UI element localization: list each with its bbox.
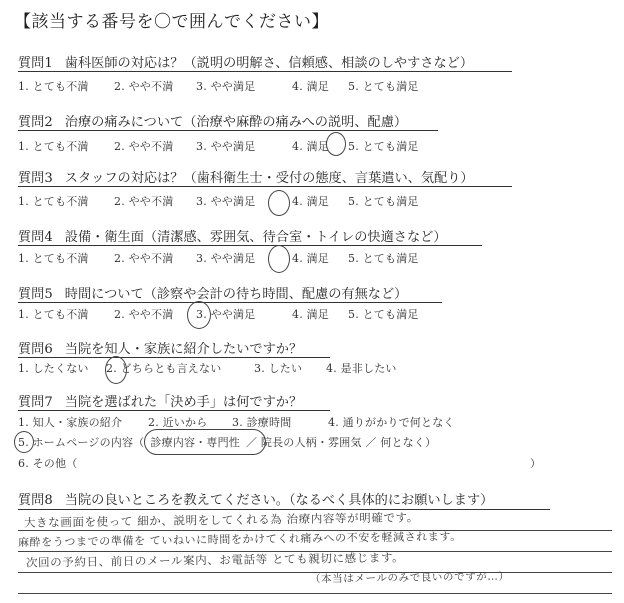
- option-1[interactable]: 1. したくない: [18, 362, 89, 375]
- question-underline: [18, 357, 330, 358]
- option-3[interactable]: 3. したい: [254, 362, 303, 375]
- option-4[interactable]: 4. 満足: [292, 252, 329, 265]
- question-number: 質問5: [18, 287, 53, 302]
- question-8: [18, 489, 618, 508]
- question-1: [18, 52, 518, 71]
- option-5-sub-rest[interactable]: ／ 院長の人柄・雰囲気 ／ 何となく）: [245, 436, 437, 449]
- question-3: [18, 167, 518, 186]
- question-text: 歯科医師の対応は？（説明の明解さ、信頼感、相談のしやすさなど）: [64, 56, 474, 71]
- handwritten-answer-line: 麻酔をうつまでの準備を ていねいに時間をかけてくれ痛みへの不安を軽減されます。: [17, 529, 462, 550]
- option-4[interactable]: 4. 満足: [292, 80, 329, 93]
- option-1[interactable]: 1. とても不満: [18, 80, 89, 93]
- options-2: [18, 138, 419, 154]
- option-5[interactable]: 5. とても満足: [348, 252, 419, 265]
- option-5[interactable]: 5. とても満足: [348, 195, 419, 208]
- option-5-sub-content[interactable]: 診療内容・専門性: [150, 436, 240, 449]
- handwritten-answer-line: 次回の予約日、前日のメール案内、お電話等 とても親切に感じます。: [25, 550, 405, 570]
- options-6: [18, 360, 397, 376]
- option-4[interactable]: 4. 是非したい: [326, 362, 397, 375]
- question-text: 設備・衛生面（清潔感、雰囲気、待合室・トイレの快適さなど）: [64, 230, 447, 245]
- question-text: 当院を知人・家族に紹介したいですか？: [64, 342, 303, 357]
- options-7: [18, 414, 455, 430]
- option-4[interactable]: 4. 満足: [292, 195, 329, 208]
- option-3[interactable]: 3. やや満足: [196, 308, 256, 321]
- option-5[interactable]: 5. とても満足: [348, 140, 419, 153]
- options-7-line3: [18, 455, 542, 471]
- options-4: [18, 250, 419, 266]
- option-3[interactable]: 3. やや満足: [196, 195, 256, 208]
- option-4[interactable]: 4. 満足: [292, 308, 329, 321]
- option-2[interactable]: 2. やや不満: [114, 252, 174, 265]
- question-number: 質問1: [18, 56, 53, 71]
- option-6[interactable]: 6. その他（: [18, 457, 78, 470]
- options-1: [18, 78, 419, 94]
- option-1[interactable]: 1. とても不満: [18, 195, 89, 208]
- option-6-close: ）: [530, 457, 542, 470]
- options-7-line2: [18, 434, 436, 450]
- question-underline: [18, 245, 482, 246]
- question-text: 時間について（診察や会計の待ち時間、配慮の有無など）: [64, 287, 408, 302]
- option-2[interactable]: 2. やや不満: [114, 80, 174, 93]
- option-2[interactable]: 2. どちらとも言えない: [106, 362, 222, 375]
- question-underline: [18, 71, 512, 72]
- option-3[interactable]: 3. やや満足: [196, 80, 256, 93]
- question-text: 当院を選ばれた「決め手」は何ですか？: [64, 395, 303, 410]
- question-2: [18, 111, 518, 130]
- question-text: 当院の良いところを教えてください。（なるべく具体的にお願いします）: [64, 493, 494, 508]
- option-5[interactable]: 5. ホームページの内容（: [18, 436, 145, 449]
- page-title: 【該当する番号を〇で囲んでください】: [14, 12, 329, 32]
- question-number: 質問2: [18, 115, 53, 130]
- question-7: [18, 391, 518, 410]
- option-3[interactable]: 3. 診療時間: [232, 416, 292, 429]
- option-2[interactable]: 2. やや不満: [114, 195, 174, 208]
- option-4[interactable]: 4. 満足: [292, 140, 329, 153]
- question-number: 質問3: [18, 171, 53, 186]
- option-5[interactable]: 5. とても満足: [348, 80, 419, 93]
- question-underline: [18, 186, 512, 187]
- question-number: 質問6: [18, 342, 53, 357]
- question-underline: [18, 302, 442, 303]
- handwritten-answer-note: （本当はメールのみで良いのですが…）: [309, 570, 510, 586]
- question-4: [18, 226, 518, 245]
- option-4[interactable]: 4. 通りがかりで何となく: [328, 416, 455, 429]
- option-1[interactable]: 1. とても不満: [18, 140, 89, 153]
- handwritten-answer-line: 大きな画面を使って 細か、説明をしてくれる為 治療内容等が明確です。: [23, 510, 419, 530]
- option-2[interactable]: 2. やや不満: [114, 308, 174, 321]
- option-2[interactable]: 2. 近いから: [148, 416, 208, 429]
- question-5: [18, 283, 518, 302]
- option-1[interactable]: 1. とても不満: [18, 308, 89, 321]
- question-text: スタッフの対応は？（歯科衛生士・受付の態度、言葉遣い、気配り）: [64, 171, 474, 186]
- options-3: [18, 193, 419, 209]
- question-6: [18, 338, 518, 357]
- question-underline: [18, 410, 330, 411]
- question-text: 治療の痛みについて（治療や麻酔の痛みへの説明、配慮）: [64, 115, 408, 130]
- option-5[interactable]: 5. とても満足: [348, 308, 419, 321]
- options-5: [18, 306, 419, 322]
- option-1[interactable]: 1. 知人・家族の紹介: [18, 416, 123, 429]
- question-underline: [18, 130, 438, 131]
- question-number: 質問7: [18, 395, 53, 410]
- answer-line: [18, 593, 612, 594]
- option-3[interactable]: 3. やや満足: [196, 140, 256, 153]
- question-number: 質問4: [18, 230, 53, 245]
- option-2[interactable]: 2. やや不満: [114, 140, 174, 153]
- question-number: 質問8: [18, 493, 53, 508]
- option-1[interactable]: 1. とても不満: [18, 252, 89, 265]
- option-3[interactable]: 3. やや満足: [196, 252, 256, 265]
